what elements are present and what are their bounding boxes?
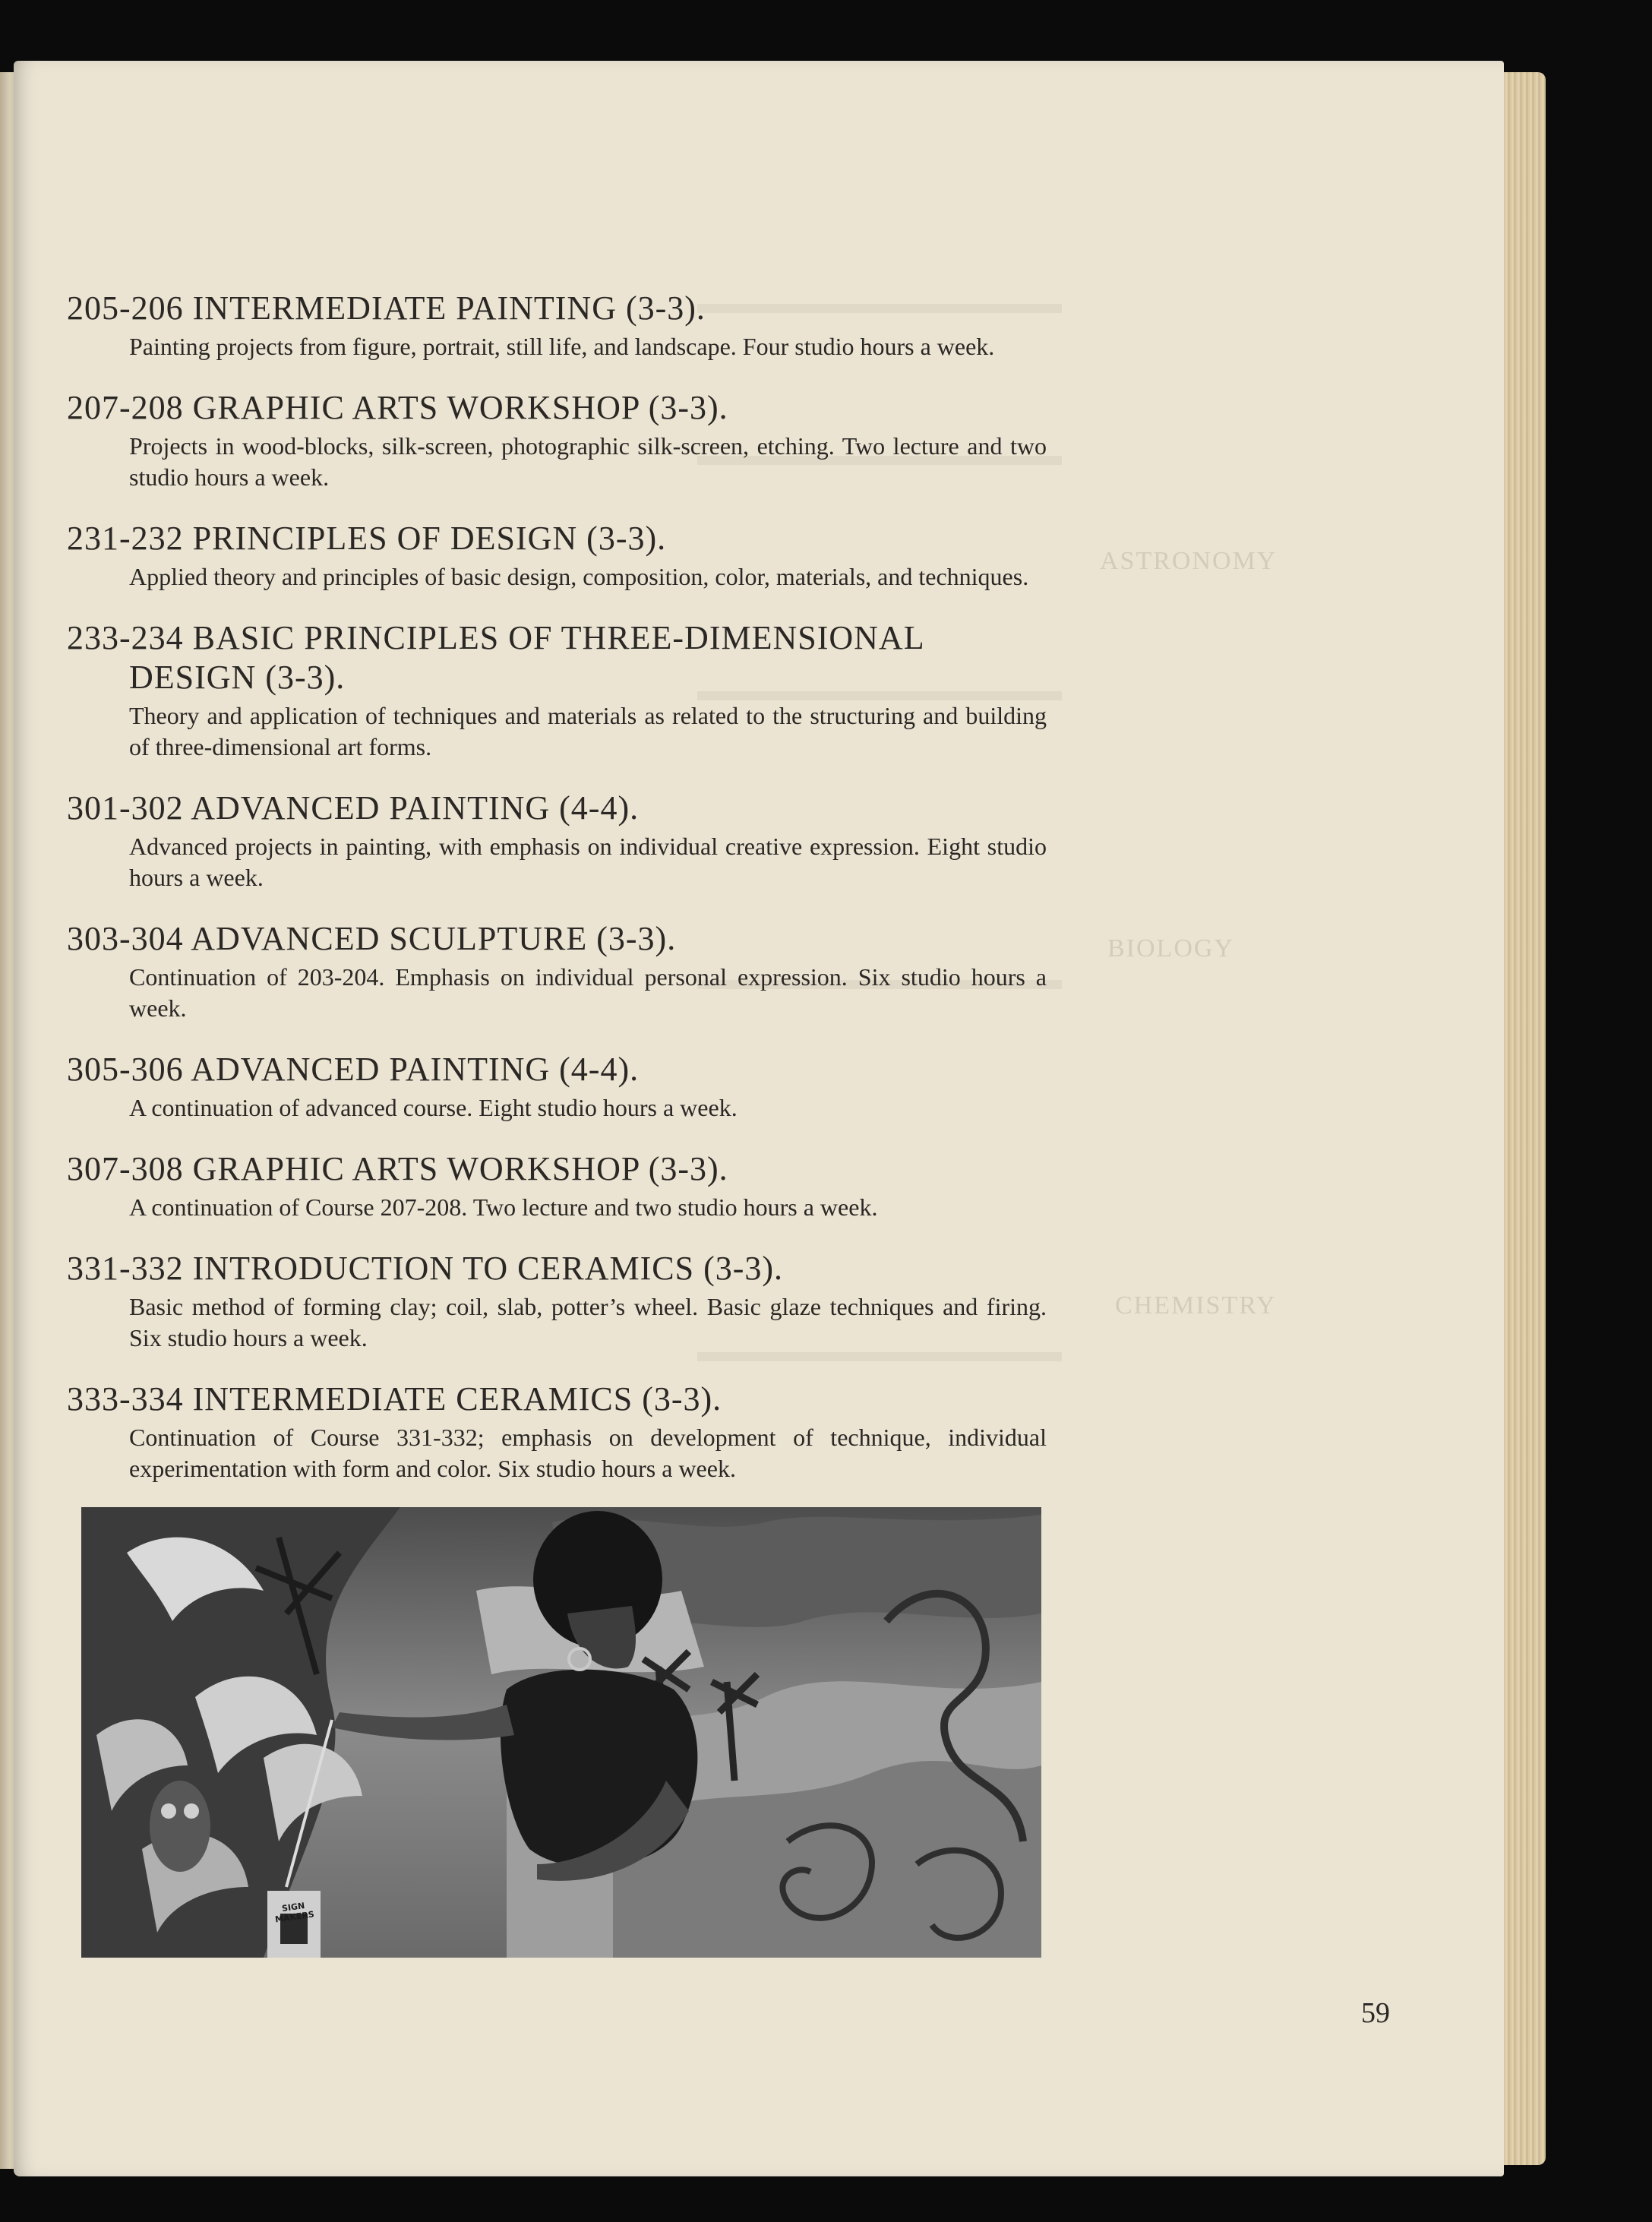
course-entry <box>67 289 1047 362</box>
course-description: Painting projects from figure, portrait, still life, and landscape. Four studio hours a week. <box>129 333 995 360</box>
course-description: Advanced projects in painting, with emphasis on individual creative expression. Eight studio hours a week. <box>129 833 1047 891</box>
mural-painting-photo <box>81 1507 1041 1958</box>
course-entry <box>67 519 1047 593</box>
course-heading: 207-208 GRAPHIC ARTS WORKSHOP (3-3). <box>67 389 728 426</box>
course-entry <box>67 1050 1047 1124</box>
bleed-through-text: BIOLOGY <box>1107 934 1234 962</box>
course-entry <box>67 388 1047 493</box>
course-heading: 233-234 BASIC PRINCIPLES OF THREE-DIMENSIONAL DESIGN (3-3). <box>67 619 924 696</box>
course-description: Theory and application of techniques and materials as related to the structuring and building of three-dimensional art forms. <box>129 702 1047 760</box>
bleed-through-text: ASTRONOMY <box>1100 547 1278 575</box>
course-description: A continuation of advanced course. Eight studio hours a week. <box>129 1094 738 1121</box>
course-heading: 303-304 ADVANCED SCULPTURE (3-3). <box>67 920 677 957</box>
course-description: Basic method of forming clay; coil, slab, potter’s wheel. Basic glaze techniques and firing. Six studio hours a week. <box>129 1293 1047 1351</box>
course-entry <box>67 1249 1047 1354</box>
course-heading: 307-308 GRAPHIC ARTS WORKSHOP (3-3). <box>67 1150 728 1187</box>
course-entry <box>67 919 1047 1024</box>
bleed-through-text: CHEMISTRY <box>1115 1291 1277 1320</box>
course-list <box>67 289 1047 1484</box>
course-entry <box>67 1149 1047 1223</box>
course-heading: 331-332 INTRODUCTION TO CERAMICS (3-3). <box>67 1250 784 1287</box>
photo-illustration <box>81 1507 1041 1958</box>
course-description: Continuation of 203-204. Emphasis on individual personal expression. Six studio hours a week. <box>129 963 1047 1022</box>
page-number: 59 <box>1361 1997 1390 2029</box>
course-heading: 333-334 INTERMEDIATE CERAMICS (3-3). <box>67 1380 722 1418</box>
course-description: Projects in wood-blocks, silk-screen, photographic silk-screen, etching. Two lecture and two studio hours a week. <box>129 432 1047 491</box>
course-heading: 305-306 ADVANCED PAINTING (4-4). <box>67 1051 640 1088</box>
course-heading: 231-232 PRINCIPLES OF DESIGN (3-3). <box>67 520 667 557</box>
course-entry <box>67 1380 1047 1484</box>
course-description: Applied theory and principles of basic design, composition, color, materials, and techniques. <box>129 563 1029 590</box>
course-description: A continuation of Course 207-208. Two lecture and two studio hours a week. <box>129 1193 878 1221</box>
course-heading: 205-206 INTERMEDIATE PAINTING (3-3). <box>67 289 706 327</box>
course-entry <box>67 789 1047 893</box>
course-description: Continuation of Course 331-332; emphasis on development of technique, individual experimentation with form and color. Six studio hours a week. <box>129 1424 1047 1482</box>
course-heading: 301-302 ADVANCED PAINTING (4-4). <box>67 789 640 827</box>
course-entry <box>67 618 1047 763</box>
paint-can-label: SIGN MAKERS <box>274 1901 315 1925</box>
